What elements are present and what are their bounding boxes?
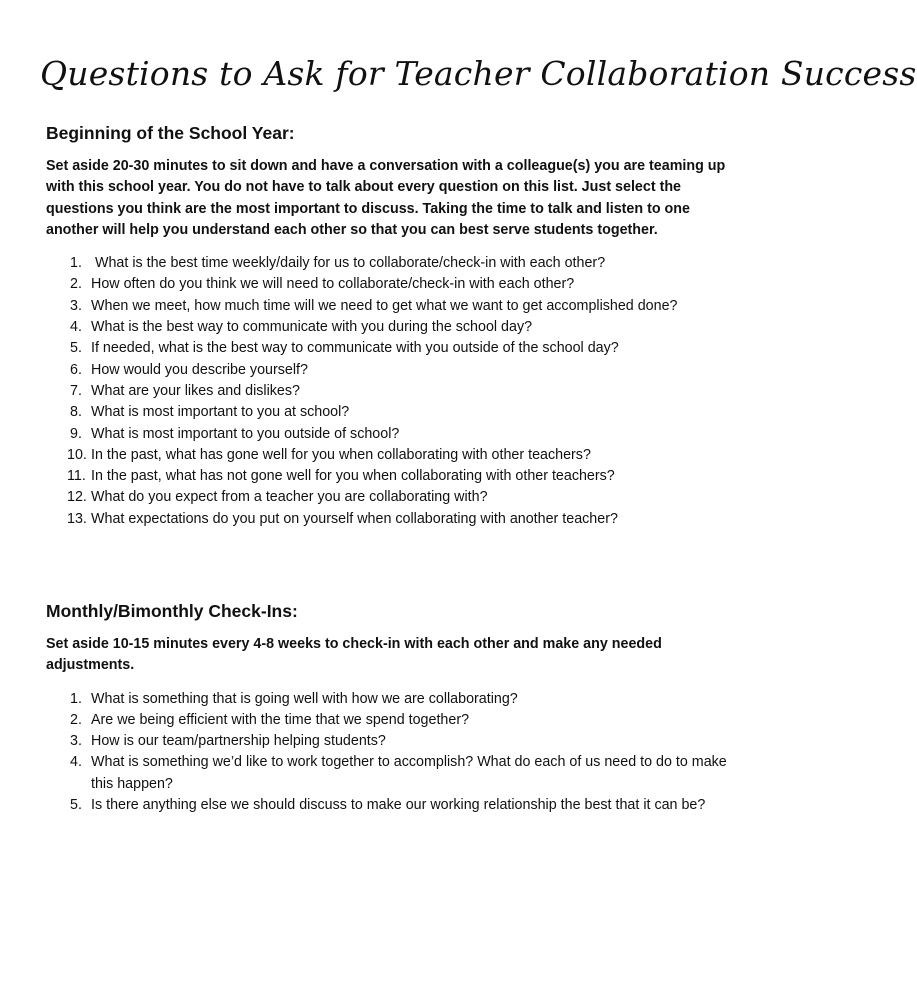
item-number: 3.: [70, 297, 82, 314]
item-text: What is the best way to communicate with you during the school day?: [91, 319, 533, 336]
list-item: [46, 466, 736, 487]
list-item: [46, 296, 736, 317]
item-number: 2.: [70, 276, 82, 293]
list-item: [46, 731, 736, 752]
item-text: What is something we’d like to work together to accomplish? What do each of us need to do to make this happen?: [91, 754, 727, 792]
list-item: [46, 487, 736, 508]
list-item: [46, 424, 736, 445]
list-item: [46, 360, 736, 381]
item-number: 5.: [70, 797, 82, 814]
item-text: When we meet, how much time will we need to get what we want to get accomplished done?: [91, 297, 678, 314]
beginning-of-year-section: [46, 120, 736, 530]
item-text: How often do you think we will need to collaborate/check-in with each other?: [91, 276, 575, 293]
item-text: In the past, what has gone well for you when collaborating with other teachers?: [91, 446, 591, 463]
item-text: What do you expect from a teacher you are collaborating with?: [91, 489, 488, 506]
item-number: 10.: [67, 446, 87, 463]
section-heading: Beginning of the School Year:: [46, 123, 295, 143]
item-number: 4.: [70, 754, 82, 771]
list-item: [46, 710, 736, 731]
item-number: 11.: [67, 468, 86, 485]
item-text: How would you describe yourself?: [91, 361, 308, 378]
list-item: [46, 253, 736, 274]
section-heading: Monthly/Bimonthly Check-Ins:: [46, 601, 298, 621]
item-number: 13.: [67, 510, 87, 527]
list-item: [46, 381, 736, 402]
item-text: What are your likes and dislikes?: [91, 382, 300, 399]
list-item: [46, 274, 736, 295]
list-item: [46, 509, 736, 530]
item-text: What expectations do you put on yourself when collaborating with another teacher?: [91, 510, 618, 527]
list-item: [46, 317, 736, 338]
item-text: In the past, what has not gone well for you when collaborating with other teachers?: [91, 468, 615, 485]
item-text: How is our team/partnership helping students?: [91, 733, 386, 750]
monthly-check-in-section: [46, 598, 736, 816]
item-number: 1.: [70, 255, 82, 272]
list-item: [46, 795, 736, 816]
item-number: 3.: [70, 733, 82, 750]
item-text: Are we being efficient with the time that we spend together?: [91, 711, 470, 728]
item-number: 8.: [70, 404, 82, 421]
item-text: What is most important to you outside of school?: [91, 425, 400, 442]
item-number: 12.: [67, 489, 87, 506]
list-item: [46, 402, 736, 423]
item-number: 5.: [70, 340, 82, 357]
list-item: [46, 689, 736, 710]
item-text: If needed, what is the best way to communicate with you outside of the school day?: [91, 340, 619, 357]
item-number: 9.: [70, 425, 82, 442]
item-text: What is most important to you at school?: [91, 404, 350, 421]
page-title: Questions to Ask for Teacher Collaboration Success: [40, 54, 917, 93]
item-number: 7.: [70, 382, 82, 399]
item-text: Is there anything else we should discuss to make our working relationship the best that it can be?: [91, 797, 706, 814]
item-text: What is something that is going well with how we are collaborating?: [91, 690, 518, 707]
list-item: [46, 338, 736, 359]
item-text: What is the best time weekly/daily for us to collaborate/check-in with each other?: [91, 255, 606, 272]
list-item: [46, 445, 736, 466]
item-number: 6.: [70, 361, 82, 378]
item-number: 2.: [70, 711, 82, 728]
question-list: [46, 689, 736, 817]
section-intro: Set aside 20-30 minutes to sit down and have a conversation with a colleague(s) you are teaming up with this school year. You do not have to talk about every question on this list. Just select the questions you think are the most important to discuss. Taking the time to talk and listen to one another will help you understand each other so that you can best serve students together.: [46, 158, 726, 238]
item-number: 4.: [70, 319, 82, 336]
list-item: [46, 752, 736, 795]
section-intro: Set aside 10-15 minutes every 4-8 weeks to check-in with each other and make any needed adjustments.: [46, 636, 662, 674]
item-number: 1.: [70, 690, 82, 707]
question-list: [46, 253, 736, 530]
